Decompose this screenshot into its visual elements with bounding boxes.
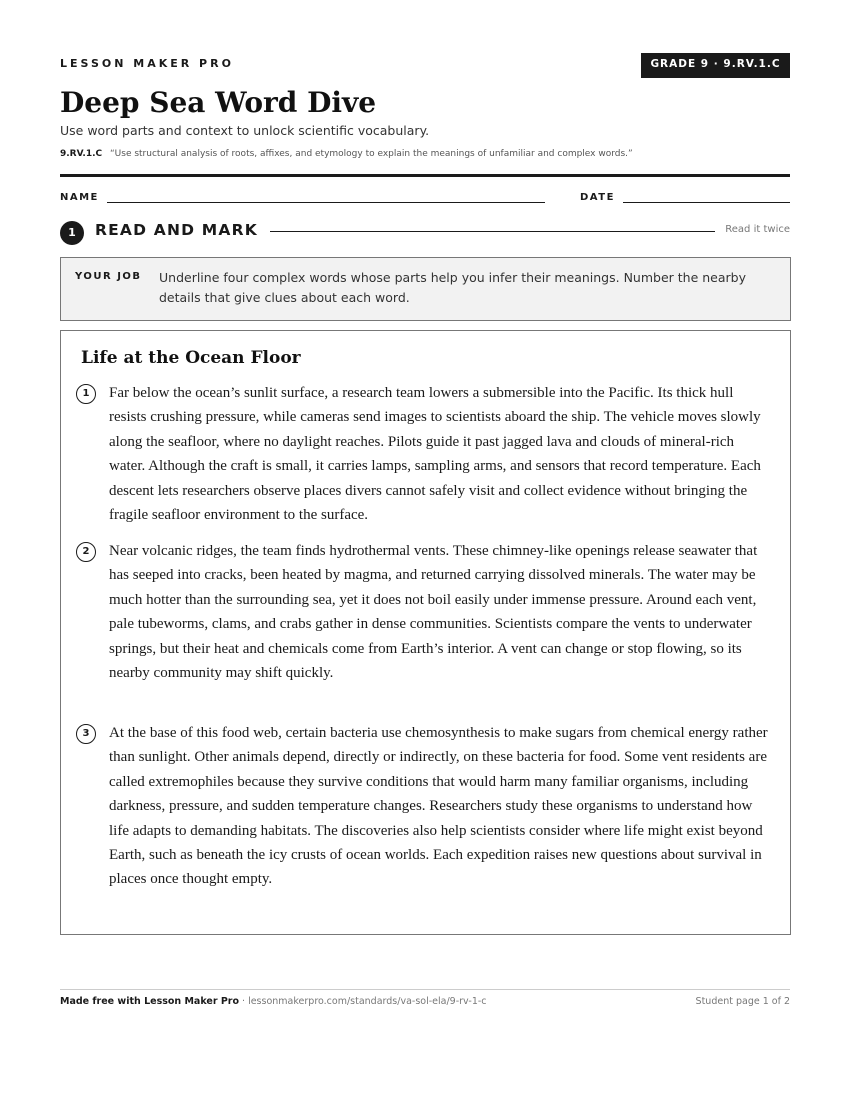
paragraph-number: 2	[76, 542, 96, 562]
paragraph-number: 3	[76, 724, 96, 744]
standard-line	[60, 149, 633, 159]
passage-paragraph: Near volcanic ridges, the team finds hydrothermal vents. These chimney-like openings release seawater that has seeped into cracks, been heated by magma, and returned carrying dissolved minerals. The water may be much hotter than the surrounding sea, yet it does not boil easily under immense pressure. Around each vent, pale tubeworms, clams, and crabs gather in dense communities. Scientists compare the vents to underwater springs, but their heat and chemicals come from Earth’s interior. A vent can change or stop flowing, so its nearby community may shift quickly.	[109, 543, 758, 682]
passage-title: Life at the Ocean Floor	[81, 348, 301, 368]
paragraph-number: 1	[76, 384, 96, 404]
section-divider	[270, 231, 715, 232]
name-field[interactable]	[107, 202, 545, 203]
passage-paragraph: At the base of this food web, certain bacteria use chemosynthesis to make sugars from chemical energy rather than sunlight. Other animals depend, directly or indirectly, on these bacteria for food. Some vent residents are called extremophiles because they survive conditions that would harm many familiar organisms, including darkness, pressure, and sudden temperature changes. Researchers study these organisms to understand how life adapts to demanding habitats. The discoveries also help scientists consider where life might exist beyond Earth, such as beneath the icy crusts of ocean worlds. Each expedition raises new questions about survival in places once thought empty.	[109, 725, 768, 888]
footer-url-link[interactable]: lessonmakerpro.com/standards/va-sol-ela/9-rv-1-c	[248, 996, 487, 1007]
footer-made-with: Made free with Lesson Maker Pro	[60, 996, 240, 1007]
footer-divider	[60, 989, 790, 990]
footer-separator: ·	[239, 996, 249, 1007]
header-divider	[60, 174, 790, 177]
job-label: YOUR JOB	[75, 271, 142, 282]
job-instructions: Underline four complex words whose parts help you infer their meanings. Number the nearby details that give clues about each word.	[159, 270, 746, 305]
standard-description: “Use structural analysis of roots, affixes, and etymology to explain the meanings of unfamiliar and complex words.”	[110, 149, 633, 159]
reading-passage	[60, 330, 791, 935]
job-box	[60, 257, 791, 321]
page-subtitle: Use word parts and context to unlock scientific vocabulary.	[60, 123, 430, 138]
footer-page-indicator: Student page 1 of 2	[695, 996, 790, 1007]
section-number-badge: 1	[60, 221, 84, 245]
name-label: NAME	[60, 192, 99, 203]
date-field[interactable]	[623, 202, 790, 203]
passage-paragraph: Far below the ocean’s sunlit surface, a research team lowers a submersible into the Pacific. Its thick hull resists crushing pressure, while cameras send images to scientists aboard the ship. The vehicle moves slowly along the seafloor, where no daylight reaches. Pilots guide it past jagged lava and clouds of mineral-rich water. Although the craft is small, it carries lamps, sampling arms, and sensors that record temperature. Each descent lets researchers observe places divers cannot safely visit and collect evidence without bringing the fragile seafloor environment to the surface.	[109, 385, 761, 524]
section-title: READ AND MARK	[95, 221, 258, 239]
grade-badge: GRADE 9 · 9.RV.1.C	[641, 53, 790, 78]
footer-credit	[60, 996, 487, 1007]
standard-code: 9.RV.1.C	[60, 149, 103, 159]
date-label: DATE	[580, 192, 615, 203]
page-title: Deep Sea Word Dive	[60, 86, 377, 119]
section-note: Read it twice	[725, 224, 790, 235]
brand-logo-text: LESSON MAKER PRO	[60, 57, 234, 70]
